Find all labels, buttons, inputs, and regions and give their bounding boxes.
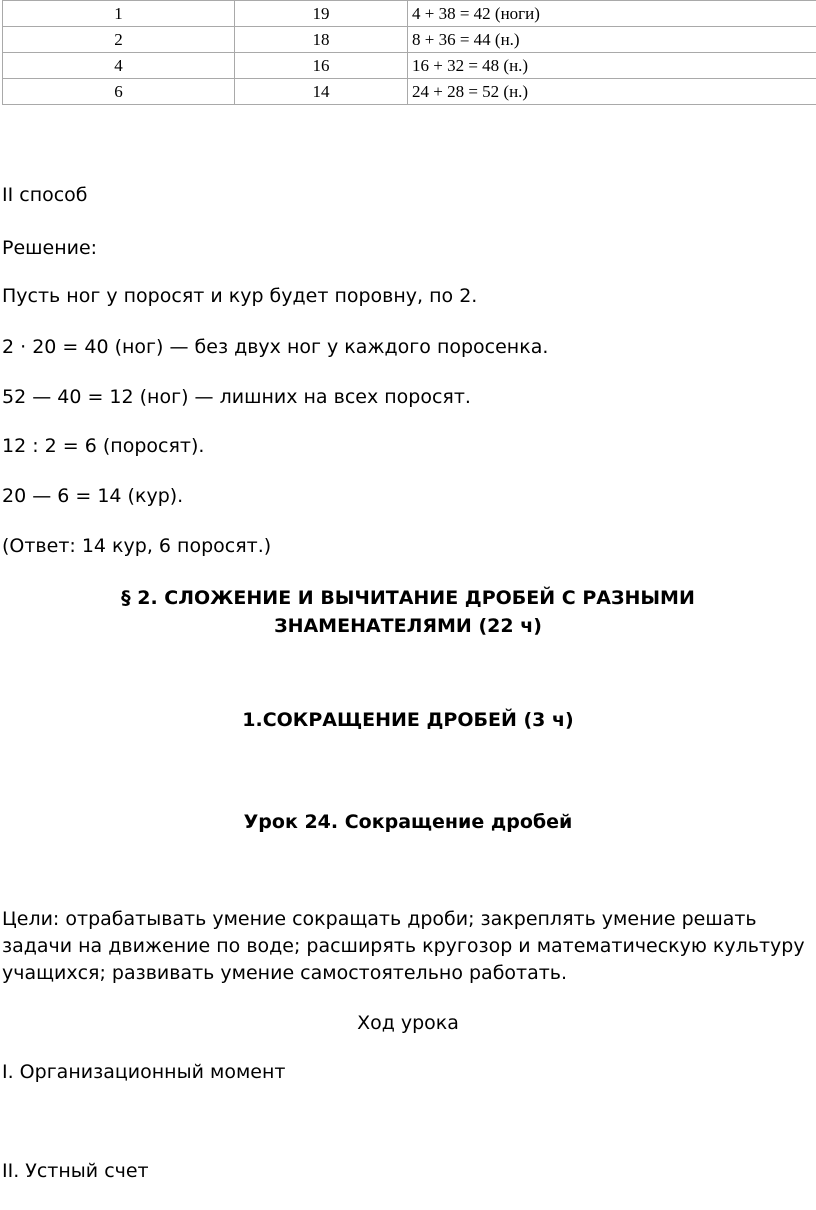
table-row xyxy=(3,53,816,79)
table-cell-legs: 16 + 32 = 48 (н.) xyxy=(408,53,816,79)
solution-step: Пусть ног у поросят и кур будет поровну, по 2. xyxy=(2,285,478,307)
solution-label: Решение: xyxy=(2,237,98,259)
solution-step: 52 — 40 = 12 (ног) — лишних на всех поросят. xyxy=(2,386,471,408)
lesson-stage-1: I. Организационный момент xyxy=(2,1061,286,1083)
table-row xyxy=(3,1,816,27)
table-cell-pigs: 1 xyxy=(3,1,235,27)
solution-step: 20 — 6 = 14 (кур). xyxy=(2,485,184,507)
table-row xyxy=(3,79,816,105)
table-cell-hens: 19 xyxy=(235,1,408,27)
table-row xyxy=(3,27,816,53)
table-cell-hens: 18 xyxy=(235,27,408,53)
solution-answer: (Ответ: 14 кур, 6 поросят.) xyxy=(2,535,272,557)
solution-method: II способ xyxy=(2,184,88,206)
table-cell-legs: 8 + 36 = 44 (н.) xyxy=(408,27,816,53)
table-cell-pigs: 2 xyxy=(3,27,235,53)
table-cell-pigs: 6 xyxy=(3,79,235,105)
table-cell-hens: 14 xyxy=(235,79,408,105)
section-subtitle: 1.СОКРАЩЕНИЕ ДРОБЕЙ (3 ч) xyxy=(242,709,574,731)
lesson-goals: Цели: отрабатывать умение сокращать дроби; закреплять умение решать задачи на движение по воде; расширять кругозор и математическую культуру учащихся; развивать умение самостоятельно работать. xyxy=(2,908,805,984)
solution-table xyxy=(2,0,816,105)
table-cell-pigs: 4 xyxy=(3,53,235,79)
table-cell-hens: 16 xyxy=(235,53,408,79)
lesson-title: Урок 24. Сокращение дробей xyxy=(243,811,573,833)
table-cell-legs: 4 + 38 = 42 (ноги) xyxy=(408,1,816,27)
lesson-stage-2: II. Устный счет xyxy=(2,1160,149,1182)
section-title: § 2. СЛОЖЕНИЕ И ВЫЧИТАНИЕ ДРОБЕЙ С РАЗНЫМИ ЗНАМЕНАТЕЛЯМИ (22 ч) xyxy=(121,587,695,637)
solution-step: 2 · 20 = 40 (ног) — без двух ног у каждого поросенка. xyxy=(2,336,549,358)
lesson-progress-heading: Ход урока xyxy=(357,1012,459,1034)
table-cell-legs: 24 + 28 = 52 (н.) xyxy=(408,79,816,105)
solution-step: 12 : 2 = 6 (поросят). xyxy=(2,435,205,457)
